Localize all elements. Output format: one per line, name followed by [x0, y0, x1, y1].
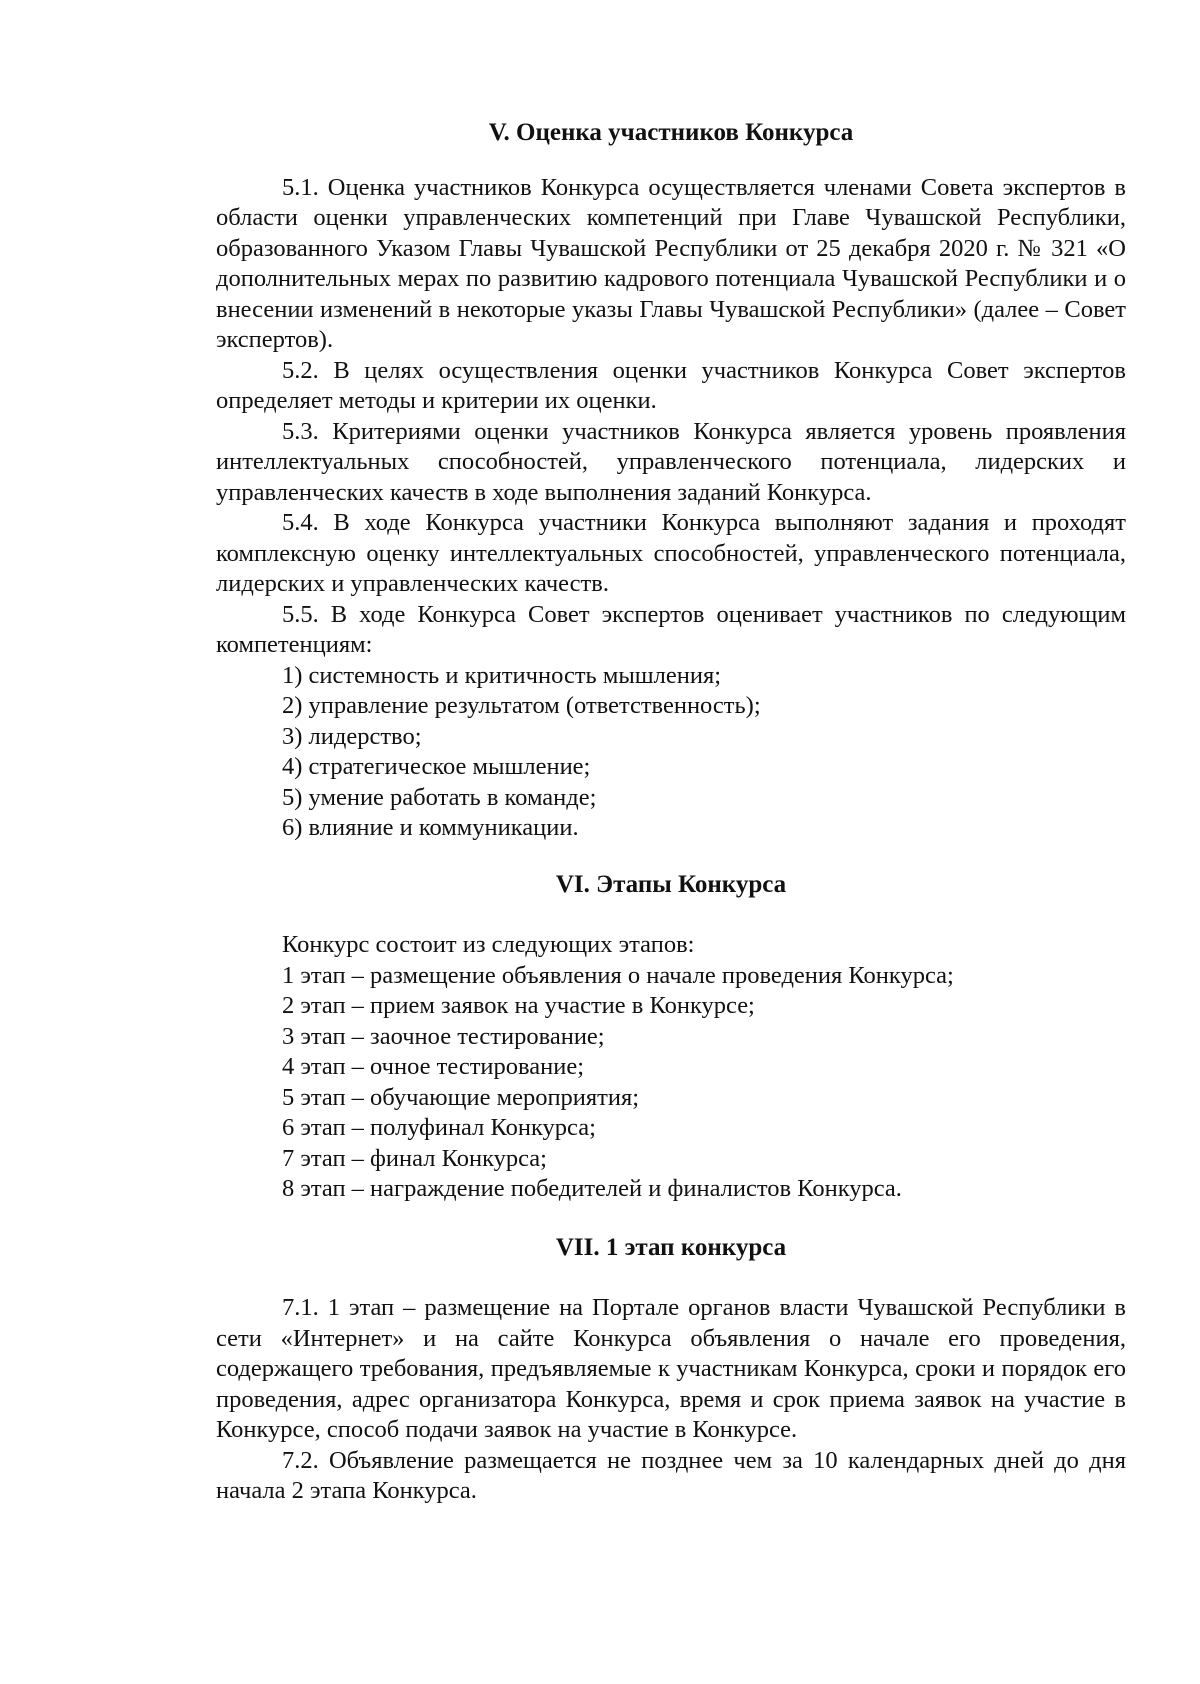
- document-body: [216, 118, 1126, 1507]
- competency-item: 4) стратегическое мышление;: [282, 753, 591, 780]
- stage-item: 2 этап – прием заявок на участие в Конкурсе;: [282, 992, 755, 1019]
- paragraph-5-1: 5.1. Оценка участников Конкурса осуществляется членами Совета экспертов в области оценки управленческих компетенций при Главе Чувашской Республики, образованного Указом Главы Чувашской Республики от 25 декабря 2020 г. № 321 «О дополнительных мерах по развитию кадрового потенциала Чувашской Республики и о внесении изменений в некоторые указы Главы Чувашской Республики» (далее – Совет экспертов).: [216, 173, 1126, 353]
- paragraph-7-1: 7.1. 1 этап – размещение на Портале органов власти Чувашской Республики в сети «Интернет» и на сайте Конкурса объявления о начале его проведения, содержащего требования, предъявляемые к участникам Конкурса, сроки и порядок его проведения, адрес организатора Конкурса, время и срок приема заявок на участие в Конкурсе, способ подачи заявок на участие в Конкурсе.: [216, 1294, 1126, 1443]
- stage-item: 1 этап – размещение объявления о начале проведения Конкурса;: [282, 961, 954, 989]
- competency-item: 6) влияние и коммуникации.: [282, 814, 579, 841]
- stage-item: 8 этап – награждение победителей и финалистов Конкурса.: [282, 1175, 902, 1202]
- paragraph-5-3: 5.3. Критериями оценки участников Конкурса является уровень проявления интеллектуальных способностей, управленческого потенциала, лидерских и управленческих качеств в ходе выполнения заданий Конкурса.: [216, 417, 1126, 506]
- section-7-heading: VII. 1 этап конкурса: [555, 1233, 787, 1261]
- paragraph-5-5: 5.5. В ходе Конкурса Совет экспертов оценивает участников по следующим компетенциям:: [216, 600, 1126, 658]
- stage-list: [216, 961, 1126, 1205]
- paragraph-7-2: 7.2. Объявление размещается не позднее чем за 10 календарных дней до дня начала 2 этапа Конкурса.: [216, 1446, 1126, 1504]
- section-5-heading: V. Оценка участников Конкурса: [488, 119, 854, 146]
- stage-item: 5 этап – обучающие мероприятия;: [282, 1083, 640, 1111]
- competency-item: 5) умение работать в команде;: [282, 783, 597, 811]
- competency-item: 3) лидерство;: [282, 722, 422, 750]
- competency-list: [216, 661, 1126, 844]
- stage-item: 3 этап – заочное тестирование;: [282, 1022, 605, 1050]
- paragraph-5-4: 5.4. В ходе Конкурса участники Конкурса выполняют задания и проходят комплексную оценку интеллектуальных способностей, управленческого потенциала, лидерских и управленческих качеств.: [216, 509, 1126, 597]
- stages-intro: Конкурс состоит из следующих этапов:: [282, 931, 695, 958]
- stage-item: 7 этап – финал Конкурса;: [282, 1144, 547, 1172]
- stage-item: 6 этап – полуфинал Конкурса;: [282, 1114, 596, 1141]
- paragraph-5-2: 5.2. В целях осуществления оценки участников Конкурса Совет экспертов определяет методы и критерии их оценки.: [216, 356, 1126, 414]
- stage-item: 4 этап – очное тестирование;: [282, 1053, 585, 1080]
- competency-item: 2) управление результатом (ответственность);: [282, 692, 761, 719]
- competency-item: 1) системность и критичность мышления;: [282, 661, 722, 689]
- section-6-heading: VI. Этапы Конкурса: [555, 870, 787, 898]
